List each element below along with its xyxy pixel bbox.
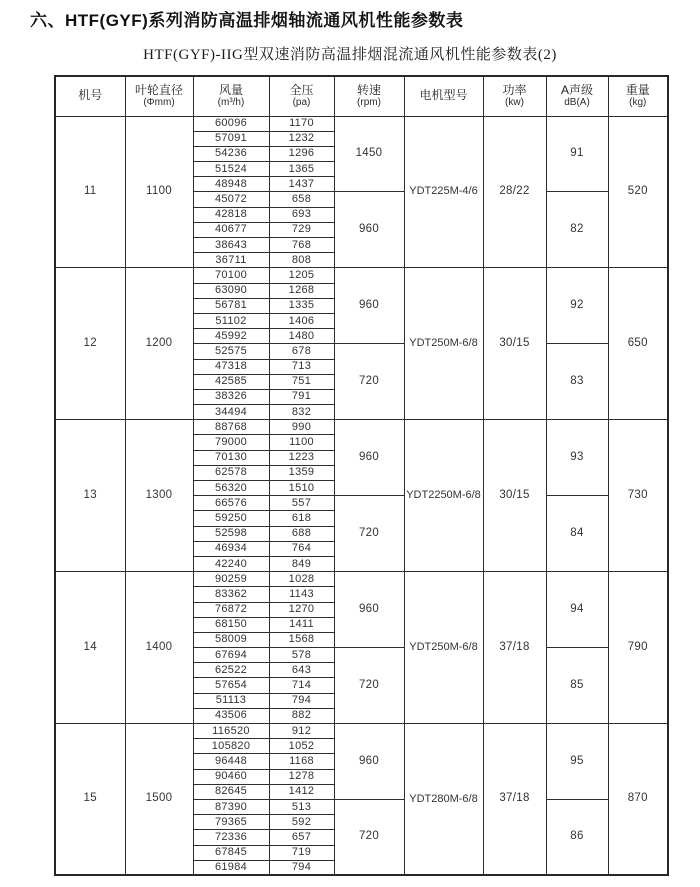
cell-air-volume: 51102 bbox=[193, 313, 269, 328]
cell-air-volume: 42240 bbox=[193, 556, 269, 571]
header-unit: (kw) bbox=[505, 97, 524, 109]
header-unit: (m³/h) bbox=[217, 97, 245, 109]
cell-noise-high: 94 bbox=[546, 572, 608, 648]
cell-motor-model: YDT225M-4/6 bbox=[404, 116, 483, 268]
cell-air-volume: 62522 bbox=[193, 663, 269, 678]
cell-total-pressure: 1412 bbox=[269, 784, 334, 799]
cell-total-pressure: 990 bbox=[269, 420, 334, 435]
cell-total-pressure: 1568 bbox=[269, 632, 334, 647]
cell-total-pressure: 1268 bbox=[269, 283, 334, 298]
table-row bbox=[55, 116, 668, 131]
header-unit: (rpm) bbox=[357, 97, 381, 109]
cell-air-volume: 79000 bbox=[193, 435, 269, 450]
cell-total-pressure: 794 bbox=[269, 693, 334, 708]
cell-total-pressure: 688 bbox=[269, 526, 334, 541]
cell-air-volume: 58009 bbox=[193, 632, 269, 647]
header-model-no bbox=[55, 76, 125, 116]
cell-total-pressure: 1100 bbox=[269, 435, 334, 450]
cell-total-pressure: 714 bbox=[269, 678, 334, 693]
cell-total-pressure: 658 bbox=[269, 192, 334, 207]
cell-air-volume: 88768 bbox=[193, 420, 269, 435]
header-row bbox=[55, 76, 668, 116]
cell-speed-low: 720 bbox=[334, 496, 404, 572]
header-weight bbox=[608, 76, 668, 116]
cell-air-volume: 34494 bbox=[193, 405, 269, 420]
cell-air-volume: 70130 bbox=[193, 450, 269, 465]
cell-air-volume: 67845 bbox=[193, 845, 269, 860]
cell-total-pressure: 1335 bbox=[269, 298, 334, 313]
cell-noise-high: 92 bbox=[546, 268, 608, 344]
cell-air-volume: 51524 bbox=[193, 162, 269, 177]
cell-power: 37/18 bbox=[483, 572, 546, 724]
cell-impeller-diameter: 1300 bbox=[125, 420, 193, 572]
cell-noise-high: 91 bbox=[546, 116, 608, 192]
cell-total-pressure: 1223 bbox=[269, 450, 334, 465]
cell-weight: 870 bbox=[608, 724, 668, 876]
table-subtitle: HTF(GYF)-IIG型双速消防高温排烟混流通风机性能参数表(2) bbox=[143, 47, 557, 63]
cell-power: 37/18 bbox=[483, 724, 546, 876]
page-title: 六、HTF(GYF)系列消防高温排烟轴流通风机性能参数表 bbox=[30, 11, 464, 30]
header-unit: (pa) bbox=[292, 97, 311, 109]
cell-noise-low: 86 bbox=[546, 799, 608, 875]
cell-air-volume: 51113 bbox=[193, 693, 269, 708]
header-air-volume bbox=[193, 76, 269, 116]
cell-air-volume: 38326 bbox=[193, 389, 269, 404]
header-label: 转速 bbox=[356, 82, 381, 97]
cell-power: 30/15 bbox=[483, 268, 546, 420]
header-power bbox=[483, 76, 546, 116]
cell-total-pressure: 1365 bbox=[269, 162, 334, 177]
cell-total-pressure: 912 bbox=[269, 724, 334, 739]
cell-total-pressure: 1028 bbox=[269, 572, 334, 587]
header-impeller-diameter bbox=[125, 76, 193, 116]
cell-air-volume: 40677 bbox=[193, 222, 269, 237]
table-header bbox=[55, 76, 668, 116]
cell-air-volume: 43506 bbox=[193, 708, 269, 723]
cell-air-volume: 56781 bbox=[193, 298, 269, 313]
cell-total-pressure: 1296 bbox=[269, 146, 334, 161]
cell-total-pressure: 657 bbox=[269, 830, 334, 845]
cell-total-pressure: 693 bbox=[269, 207, 334, 222]
fan-performance-table bbox=[54, 75, 669, 876]
cell-air-volume: 72336 bbox=[193, 830, 269, 845]
cell-noise-low: 83 bbox=[546, 344, 608, 420]
cell-impeller-diameter: 1200 bbox=[125, 268, 193, 420]
cell-total-pressure: 1278 bbox=[269, 769, 334, 784]
header-label: 叶轮直径 bbox=[134, 82, 183, 97]
header-label: 电机型号 bbox=[419, 88, 468, 103]
cell-model-no: 11 bbox=[55, 116, 125, 268]
cell-total-pressure: 1437 bbox=[269, 177, 334, 192]
table-body bbox=[55, 116, 668, 875]
cell-air-volume: 76872 bbox=[193, 602, 269, 617]
cell-noise-low: 84 bbox=[546, 496, 608, 572]
cell-speed-low: 720 bbox=[334, 344, 404, 420]
cell-air-volume: 116520 bbox=[193, 724, 269, 739]
cell-total-pressure: 1168 bbox=[269, 754, 334, 769]
cell-air-volume: 52598 bbox=[193, 526, 269, 541]
header-unit: (Φmm) bbox=[143, 97, 175, 109]
cell-total-pressure: 678 bbox=[269, 344, 334, 359]
cell-speed-high: 960 bbox=[334, 724, 404, 800]
cell-total-pressure: 719 bbox=[269, 845, 334, 860]
cell-air-volume: 82645 bbox=[193, 784, 269, 799]
cell-total-pressure: 1052 bbox=[269, 739, 334, 754]
cell-air-volume: 57654 bbox=[193, 678, 269, 693]
header-motor-model bbox=[404, 76, 483, 116]
cell-air-volume: 83362 bbox=[193, 587, 269, 602]
cell-air-volume: 60096 bbox=[193, 116, 269, 131]
cell-air-volume: 62578 bbox=[193, 465, 269, 480]
table-row bbox=[55, 420, 668, 435]
table-row bbox=[55, 724, 668, 739]
cell-air-volume: 59250 bbox=[193, 511, 269, 526]
header-label: A声级 bbox=[560, 82, 593, 97]
cell-noise-low: 85 bbox=[546, 648, 608, 724]
cell-speed-high: 960 bbox=[334, 572, 404, 648]
cell-motor-model: YDT250M-6/8 bbox=[404, 572, 483, 724]
cell-total-pressure: 513 bbox=[269, 799, 334, 814]
header-speed bbox=[334, 76, 404, 116]
cell-air-volume: 66576 bbox=[193, 496, 269, 511]
header-noise-level bbox=[546, 76, 608, 116]
cell-air-volume: 96448 bbox=[193, 754, 269, 769]
cell-total-pressure: 1232 bbox=[269, 131, 334, 146]
cell-weight: 730 bbox=[608, 420, 668, 572]
cell-total-pressure: 832 bbox=[269, 405, 334, 420]
cell-power: 30/15 bbox=[483, 420, 546, 572]
cell-air-volume: 56320 bbox=[193, 481, 269, 496]
cell-impeller-diameter: 1100 bbox=[125, 116, 193, 268]
cell-impeller-diameter: 1500 bbox=[125, 724, 193, 876]
cell-air-volume: 45992 bbox=[193, 329, 269, 344]
header-label: 风量 bbox=[218, 82, 243, 97]
cell-motor-model: YDT2250M-6/8 bbox=[404, 420, 483, 572]
cell-total-pressure: 1510 bbox=[269, 481, 334, 496]
cell-model-no: 15 bbox=[55, 724, 125, 876]
cell-air-volume: 42818 bbox=[193, 207, 269, 222]
cell-weight: 650 bbox=[608, 268, 668, 420]
cell-model-no: 13 bbox=[55, 420, 125, 572]
cell-speed-low: 720 bbox=[334, 799, 404, 875]
cell-total-pressure: 578 bbox=[269, 648, 334, 663]
table-row bbox=[55, 572, 668, 587]
cell-motor-model: YDT250M-6/8 bbox=[404, 268, 483, 420]
cell-speed-high: 960 bbox=[334, 420, 404, 496]
cell-speed-low: 960 bbox=[334, 192, 404, 268]
cell-air-volume: 90259 bbox=[193, 572, 269, 587]
cell-air-volume: 47318 bbox=[193, 359, 269, 374]
cell-total-pressure: 849 bbox=[269, 556, 334, 571]
cell-air-volume: 61984 bbox=[193, 860, 269, 875]
cell-air-volume: 48948 bbox=[193, 177, 269, 192]
cell-air-volume: 70100 bbox=[193, 268, 269, 283]
cell-impeller-diameter: 1400 bbox=[125, 572, 193, 724]
header-unit: dB(A) bbox=[564, 97, 590, 109]
cell-air-volume: 90460 bbox=[193, 769, 269, 784]
cell-speed-high: 1450 bbox=[334, 116, 404, 192]
cell-motor-model: YDT280M-6/8 bbox=[404, 724, 483, 876]
cell-total-pressure: 713 bbox=[269, 359, 334, 374]
cell-air-volume: 68150 bbox=[193, 617, 269, 632]
cell-total-pressure: 1143 bbox=[269, 587, 334, 602]
cell-total-pressure: 1406 bbox=[269, 313, 334, 328]
cell-power: 28/22 bbox=[483, 116, 546, 268]
cell-model-no: 12 bbox=[55, 268, 125, 420]
cell-weight: 520 bbox=[608, 116, 668, 268]
header-label: 全压 bbox=[289, 82, 314, 97]
cell-total-pressure: 643 bbox=[269, 663, 334, 678]
cell-total-pressure: 618 bbox=[269, 511, 334, 526]
cell-noise-high: 93 bbox=[546, 420, 608, 496]
cell-total-pressure: 882 bbox=[269, 708, 334, 723]
cell-air-volume: 79365 bbox=[193, 815, 269, 830]
cell-air-volume: 87390 bbox=[193, 799, 269, 814]
cell-total-pressure: 592 bbox=[269, 815, 334, 830]
cell-air-volume: 54236 bbox=[193, 146, 269, 161]
cell-total-pressure: 1411 bbox=[269, 617, 334, 632]
header-label: 功率 bbox=[502, 82, 527, 97]
cell-total-pressure: 1170 bbox=[269, 116, 334, 131]
cell-air-volume: 105820 bbox=[193, 739, 269, 754]
cell-air-volume: 42585 bbox=[193, 374, 269, 389]
cell-total-pressure: 794 bbox=[269, 860, 334, 875]
cell-noise-high: 95 bbox=[546, 724, 608, 800]
cell-total-pressure: 808 bbox=[269, 253, 334, 268]
header-unit: (kg) bbox=[629, 97, 647, 109]
cell-total-pressure: 1359 bbox=[269, 465, 334, 480]
cell-air-volume: 38643 bbox=[193, 238, 269, 253]
cell-air-volume: 45072 bbox=[193, 192, 269, 207]
cell-total-pressure: 1205 bbox=[269, 268, 334, 283]
cell-total-pressure: 768 bbox=[269, 238, 334, 253]
header-label: 重量 bbox=[625, 82, 650, 97]
cell-air-volume: 63090 bbox=[193, 283, 269, 298]
cell-air-volume: 67694 bbox=[193, 648, 269, 663]
cell-total-pressure: 557 bbox=[269, 496, 334, 511]
cell-model-no: 14 bbox=[55, 572, 125, 724]
header-label: 机号 bbox=[78, 88, 103, 103]
cell-speed-low: 720 bbox=[334, 648, 404, 724]
cell-total-pressure: 764 bbox=[269, 541, 334, 556]
cell-air-volume: 57091 bbox=[193, 131, 269, 146]
table-row bbox=[55, 268, 668, 283]
cell-total-pressure: 1270 bbox=[269, 602, 334, 617]
cell-noise-low: 82 bbox=[546, 192, 608, 268]
cell-total-pressure: 791 bbox=[269, 389, 334, 404]
cell-air-volume: 52575 bbox=[193, 344, 269, 359]
cell-total-pressure: 751 bbox=[269, 374, 334, 389]
cell-total-pressure: 729 bbox=[269, 222, 334, 237]
cell-total-pressure: 1480 bbox=[269, 329, 334, 344]
cell-air-volume: 46934 bbox=[193, 541, 269, 556]
cell-air-volume: 36711 bbox=[193, 253, 269, 268]
cell-weight: 790 bbox=[608, 572, 668, 724]
cell-speed-high: 960 bbox=[334, 268, 404, 344]
header-total-pressure bbox=[269, 76, 334, 116]
